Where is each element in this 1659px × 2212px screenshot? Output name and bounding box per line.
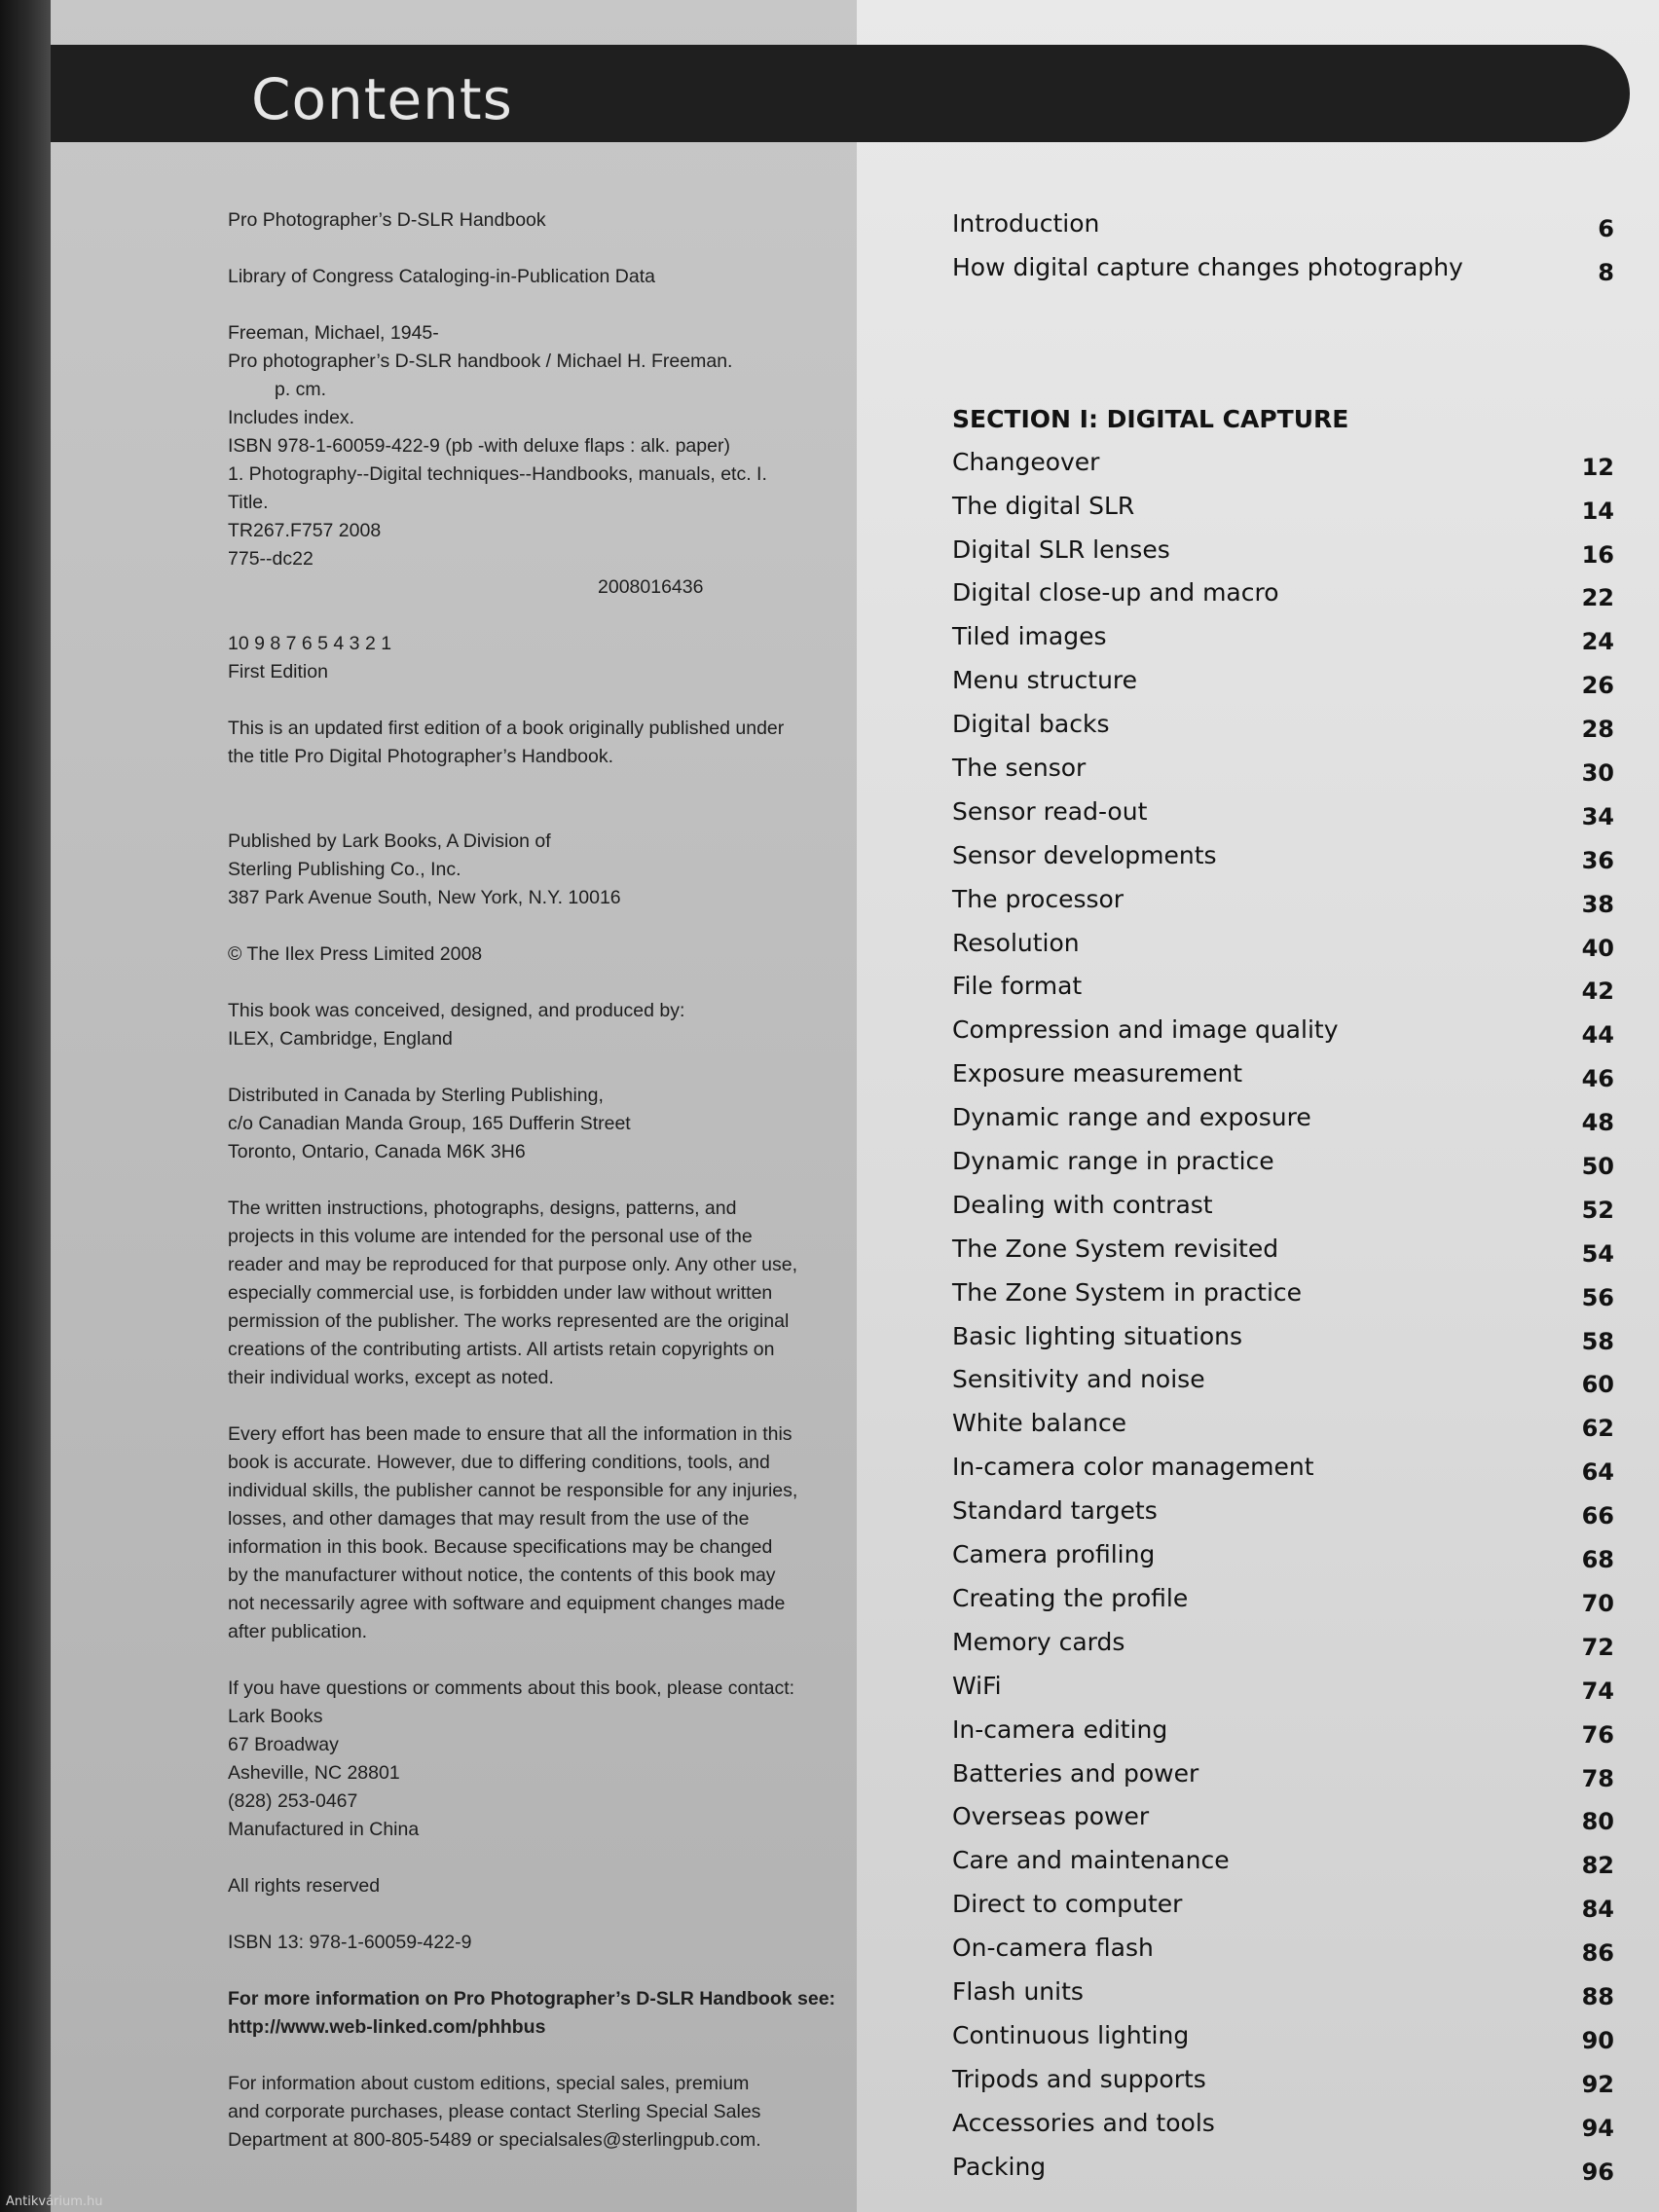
imprint-line: 10 9 8 7 6 5 4 3 2 1 xyxy=(228,633,392,654)
toc-entry xyxy=(952,1839,1614,1883)
imprint-line: 387 Park Avenue South, New York, N.Y. 10016 xyxy=(228,887,621,908)
toc-entry xyxy=(952,834,1614,878)
toc-entry-page: 8 xyxy=(1598,258,1614,286)
toc-entry-page: 94 xyxy=(1581,2114,1614,2142)
toc-entry-title: The processor xyxy=(952,884,1124,913)
toc-entry-page: 30 xyxy=(1581,759,1614,788)
toc-entry xyxy=(952,1795,1614,1839)
toc-entry-title: Accessories and tools xyxy=(952,2108,1215,2137)
imprint-line: TR267.F757 2008 xyxy=(228,520,382,541)
toc-entry xyxy=(952,2058,1614,2102)
table-of-contents xyxy=(952,203,1614,2189)
toc-entry-title: Sensor read-out xyxy=(952,796,1148,826)
toc-entry-title: The sensor xyxy=(952,754,1087,783)
toc-entry-title: Dynamic range in practice xyxy=(952,1147,1274,1176)
imprint-line: permission of the publisher. The works represented are the original xyxy=(228,1310,790,1332)
imprint-url: http://www.web-linked.com/phhbus xyxy=(228,2016,546,2038)
toc-entry-title: In-camera color management xyxy=(952,1453,1314,1482)
toc-entry-page: 90 xyxy=(1581,2026,1614,2054)
imprint-line: Manufactured in China xyxy=(228,1819,420,1840)
imprint-line: Pro photographer’s D-SLR handbook / Michael H. Freeman. xyxy=(228,350,733,372)
imprint-line: Asheville, NC 28801 xyxy=(228,1762,400,1784)
imprint-line: and corporate purchases, please contact Sterling Special Sales xyxy=(228,2101,761,2122)
toc-entry-title: Camera profiling xyxy=(952,1540,1156,1569)
toc-entry-title: The digital SLR xyxy=(952,491,1135,520)
toc-entry-title: Continuous lighting xyxy=(952,2020,1190,2049)
imprint-line: 775--dc22 xyxy=(228,548,313,570)
toc-entry xyxy=(952,1009,1614,1052)
toc-entry-page: 52 xyxy=(1581,1196,1614,1224)
page-title: Contents xyxy=(251,66,513,132)
imprint-block xyxy=(228,206,836,2183)
toc-entry-page: 54 xyxy=(1581,1239,1614,1268)
toc-entry xyxy=(952,1621,1614,1665)
imprint-line: the title Pro Digital Photographer’s Handbook. xyxy=(228,746,614,767)
toc-entry-title: Exposure measurement xyxy=(952,1059,1243,1088)
toc-entry-page: 78 xyxy=(1581,1764,1614,1792)
toc-entry xyxy=(952,1315,1614,1359)
toc-entry-title: Memory cards xyxy=(952,1627,1125,1656)
toc-entry-title: Tiled images xyxy=(952,622,1107,651)
imprint-line: not necessarily agree with software and equipment changes made xyxy=(228,1593,786,1614)
toc-entry xyxy=(952,1096,1614,1140)
toc-section-list xyxy=(952,441,1614,2190)
imprint-line: © The Ilex Press Limited 2008 xyxy=(228,943,483,965)
toc-entry xyxy=(952,485,1614,529)
imprint-updated-edition xyxy=(228,715,793,771)
imprint-cip-record xyxy=(228,319,793,602)
toc-entry xyxy=(952,441,1614,485)
toc-entry-title: Overseas power xyxy=(952,1802,1150,1831)
toc-spacer xyxy=(952,290,1614,397)
toc-entry-page: 66 xyxy=(1581,1502,1614,1530)
toc-entry-page: 42 xyxy=(1581,977,1614,1006)
toc-entry-page: 38 xyxy=(1581,890,1614,918)
toc-entry xyxy=(952,1665,1614,1709)
toc-entry-page: 84 xyxy=(1581,1896,1614,1924)
toc-entry-page: 12 xyxy=(1581,453,1614,481)
toc-entry-page: 92 xyxy=(1581,2070,1614,2098)
toc-entry-title: Sensitivity and noise xyxy=(952,1365,1205,1394)
imprint-line: For more information on Pro Photographer’s D-SLR Handbook see: xyxy=(228,1988,836,2009)
toc-entry xyxy=(952,1272,1614,1315)
toc-entry-title: Compression and image quality xyxy=(952,1015,1339,1045)
toc-entry xyxy=(952,203,1614,246)
toc-entry-title: File format xyxy=(952,972,1083,1001)
toc-entry xyxy=(952,1971,1614,2014)
toc-entry-page: 26 xyxy=(1581,672,1614,700)
toc-entry xyxy=(952,1140,1614,1184)
imprint-line: ILEX, Cambridge, England xyxy=(228,1028,453,1050)
toc-entry xyxy=(952,1490,1614,1533)
toc-entry-page: 50 xyxy=(1581,1153,1614,1181)
book-spine xyxy=(0,0,51,2212)
toc-entry xyxy=(952,2146,1614,2190)
toc-entry-page: 80 xyxy=(1581,1808,1614,1836)
toc-entry xyxy=(952,1709,1614,1752)
toc-entry-page: 28 xyxy=(1581,716,1614,744)
toc-entry-page: 36 xyxy=(1581,846,1614,874)
imprint-line: projects in this volume are intended for the personal use of the xyxy=(228,1226,753,1247)
toc-entry xyxy=(952,1052,1614,1096)
toc-entry-page: 40 xyxy=(1581,934,1614,962)
toc-entry-title: On-camera flash xyxy=(952,1934,1154,1963)
imprint-line: p. cm. xyxy=(275,379,327,400)
toc-entry-title: Digital SLR lenses xyxy=(952,535,1170,564)
imprint-line: Every effort has been made to ensure that all the information in this xyxy=(228,1423,793,1445)
toc-entry xyxy=(952,1446,1614,1490)
toc-entry-page: 24 xyxy=(1581,628,1614,656)
toc-entry xyxy=(952,922,1614,966)
imprint-canada xyxy=(228,1082,793,1166)
imprint-produced-by xyxy=(228,997,793,1053)
imprint-line: individual skills, the publisher cannot be responsible for any injuries, xyxy=(228,1480,798,1501)
toc-entry-title: Packing xyxy=(952,2152,1047,2181)
toc-entry xyxy=(952,878,1614,922)
imprint-cip-heading xyxy=(228,263,793,291)
toc-entry-title: Menu structure xyxy=(952,666,1138,695)
imprint-line: c/o Canadian Manda Group, 165 Dufferin Street xyxy=(228,1113,631,1134)
imprint-line: This book was conceived, designed, and produced by: xyxy=(228,1000,685,1021)
toc-entry-page: 68 xyxy=(1581,1546,1614,1574)
toc-entry-page: 58 xyxy=(1581,1327,1614,1355)
imprint-line: If you have questions or comments about this book, please contact: xyxy=(228,1677,795,1699)
imprint-line: ISBN 978-1-60059-422-9 (pb -with deluxe flaps : alk. paper) xyxy=(228,435,730,457)
toc-entry-title: Direct to computer xyxy=(952,1890,1183,1919)
imprint-line: 67 Broadway xyxy=(228,1734,339,1755)
toc-entry xyxy=(952,747,1614,791)
toc-entry xyxy=(952,2014,1614,2058)
toc-entry-title: Care and maintenance xyxy=(952,1846,1230,1875)
imprint-line: (828) 253-0467 xyxy=(228,1790,358,1812)
toc-entry xyxy=(952,659,1614,703)
imprint-line: information in this book. Because specifications may be changed xyxy=(228,1536,773,1558)
toc-entry xyxy=(952,1752,1614,1796)
toc-entry-title: Dynamic range and exposure xyxy=(952,1103,1311,1132)
imprint-line: Distributed in Canada by Sterling Publishing, xyxy=(228,1085,604,1106)
toc-entry xyxy=(952,1533,1614,1577)
toc-entry-page: 14 xyxy=(1581,497,1614,525)
imprint-line: book is accurate. However, due to differing conditions, tools, and xyxy=(228,1452,770,1473)
imprint-line: ISBN 13: 978-1-60059-422-9 xyxy=(228,1932,472,1953)
imprint-line: Includes index. xyxy=(228,407,355,428)
imprint-custom-editions xyxy=(228,2070,793,2155)
imprint-line: reader and may be reproduced for that purpose only. Any other use, xyxy=(228,1254,797,1275)
imprint-line: Department at 800-805-5489 or specialsales@sterlingpub.com. xyxy=(228,2129,761,2151)
toc-entry-page: 96 xyxy=(1581,2157,1614,2186)
toc-entry xyxy=(952,1358,1614,1402)
toc-entry-title: Basic lighting situations xyxy=(952,1321,1242,1350)
imprint-lccn: 2008016436 xyxy=(598,576,704,598)
toc-entry-page: 82 xyxy=(1581,1852,1614,1880)
toc-entry xyxy=(952,246,1614,290)
imprint-line: Freeman, Michael, 1945- xyxy=(228,322,439,344)
imprint-copyright xyxy=(228,940,793,969)
toc-entry xyxy=(952,1883,1614,1927)
imprint-isbn13 xyxy=(228,1929,793,1957)
imprint-line: Published by Lark Books, A Division of xyxy=(228,830,551,852)
imprint-disclaimer xyxy=(228,1420,798,1646)
toc-entry-title: In-camera editing xyxy=(952,1714,1168,1744)
toc-entry-title: Tripods and supports xyxy=(952,2064,1206,2093)
imprint-line: 1. Photography--Digital techniques--Handbooks, manuals, etc. I. xyxy=(228,463,767,485)
imprint-line: The written instructions, photographs, designs, patterns, and xyxy=(228,1198,737,1219)
toc-entry-page: 48 xyxy=(1581,1109,1614,1137)
toc-entry xyxy=(952,791,1614,834)
imprint-line: by the manufacturer without notice, the contents of this book may xyxy=(228,1565,776,1586)
toc-entry-page: 64 xyxy=(1581,1458,1614,1487)
toc-entry-page: 62 xyxy=(1581,1415,1614,1443)
imprint-line: Pro Photographer’s D-SLR Handbook xyxy=(228,209,546,231)
imprint-book-title xyxy=(228,206,793,235)
toc-entry-title: How digital capture changes photography xyxy=(952,252,1463,281)
toc-entry xyxy=(952,571,1614,615)
toc-entry xyxy=(952,965,1614,1009)
imprint-line: creations of the contributing artists. All artists retain copyrights on xyxy=(228,1339,775,1360)
imprint-more-info xyxy=(228,1985,836,2042)
toc-entry-page: 86 xyxy=(1581,1939,1614,1968)
imprint-line: Lark Books xyxy=(228,1706,323,1727)
toc-entry-title: Sensor developments xyxy=(952,840,1217,869)
toc-entry-title: Introduction xyxy=(952,209,1100,238)
imprint-line: This is an updated first edition of a book originally published under xyxy=(228,718,785,739)
toc-entry-page: 60 xyxy=(1581,1371,1614,1399)
toc-entry-page: 16 xyxy=(1581,540,1614,569)
toc-entry-title: WiFi xyxy=(952,1671,1002,1700)
imprint-line: First Edition xyxy=(228,661,328,682)
toc-entry-title: Flash units xyxy=(952,1976,1084,2006)
toc-entry-title: The Zone System revisited xyxy=(952,1234,1279,1263)
toc-entry-page: 22 xyxy=(1581,584,1614,612)
toc-entry xyxy=(952,703,1614,747)
imprint-line: their individual works, except as noted. xyxy=(228,1367,554,1388)
toc-entry-page: 72 xyxy=(1581,1633,1614,1661)
imprint-all-rights xyxy=(228,1872,793,1900)
toc-entry-title: White balance xyxy=(952,1409,1127,1438)
toc-entry xyxy=(952,615,1614,659)
toc-entry-title: The Zone System in practice xyxy=(952,1277,1303,1307)
toc-entry xyxy=(952,1577,1614,1621)
imprint-rights-use xyxy=(228,1195,797,1392)
toc-entry-title: Digital backs xyxy=(952,710,1110,739)
toc-entry xyxy=(952,1184,1614,1228)
toc-entry-title: Resolution xyxy=(952,928,1080,957)
toc-entry-title: Batteries and power xyxy=(952,1758,1199,1788)
toc-entry xyxy=(952,1927,1614,1971)
imprint-printing xyxy=(228,630,793,686)
imprint-line: after publication. xyxy=(228,1621,368,1642)
imprint-line: Sterling Publishing Co., Inc. xyxy=(228,859,461,880)
toc-entry-page: 46 xyxy=(1581,1065,1614,1093)
imprint-line: losses, and other damages that may result from the use of the xyxy=(228,1508,750,1530)
toc-entry-page: 70 xyxy=(1581,1589,1614,1617)
toc-entry xyxy=(952,2102,1614,2146)
watermark: Antikvárium.hu xyxy=(6,2194,103,2209)
section-heading: SECTION I: DIGITAL CAPTURE xyxy=(952,404,1349,433)
toc-entry-title: Creating the profile xyxy=(952,1583,1189,1612)
toc-intro-list xyxy=(952,203,1614,290)
imprint-line: Title. xyxy=(228,492,269,513)
toc-entry-page: 6 xyxy=(1598,215,1614,242)
imprint-line: Library of Congress Cataloging-in-Publication Data xyxy=(228,266,655,287)
toc-entry-page: 74 xyxy=(1581,1677,1614,1705)
toc-entry-title: Dealing with contrast xyxy=(952,1190,1213,1219)
imprint-contact xyxy=(228,1675,793,1844)
imprint-line: especially commercial use, is forbidden under law without written xyxy=(228,1282,773,1304)
toc-entry-page: 56 xyxy=(1581,1283,1614,1311)
imprint-publisher xyxy=(228,828,793,912)
toc-entry-page: 88 xyxy=(1581,1982,1614,2010)
toc-entry xyxy=(952,529,1614,572)
toc-entry-page: 44 xyxy=(1581,1021,1614,1050)
toc-entry xyxy=(952,1402,1614,1446)
toc-entry-title: Standard targets xyxy=(952,1496,1158,1526)
toc-entry-title: Changeover xyxy=(952,447,1100,476)
toc-entry-page: 76 xyxy=(1581,1720,1614,1749)
imprint-line: For information about custom editions, special sales, premium xyxy=(228,2073,750,2094)
toc-entry-title: Digital close-up and macro xyxy=(952,578,1279,608)
toc-entry xyxy=(952,1228,1614,1272)
imprint-line: All rights reserved xyxy=(228,1875,381,1897)
imprint-line: Toronto, Ontario, Canada M6K 3H6 xyxy=(228,1141,526,1162)
toc-entry-page: 34 xyxy=(1581,802,1614,830)
